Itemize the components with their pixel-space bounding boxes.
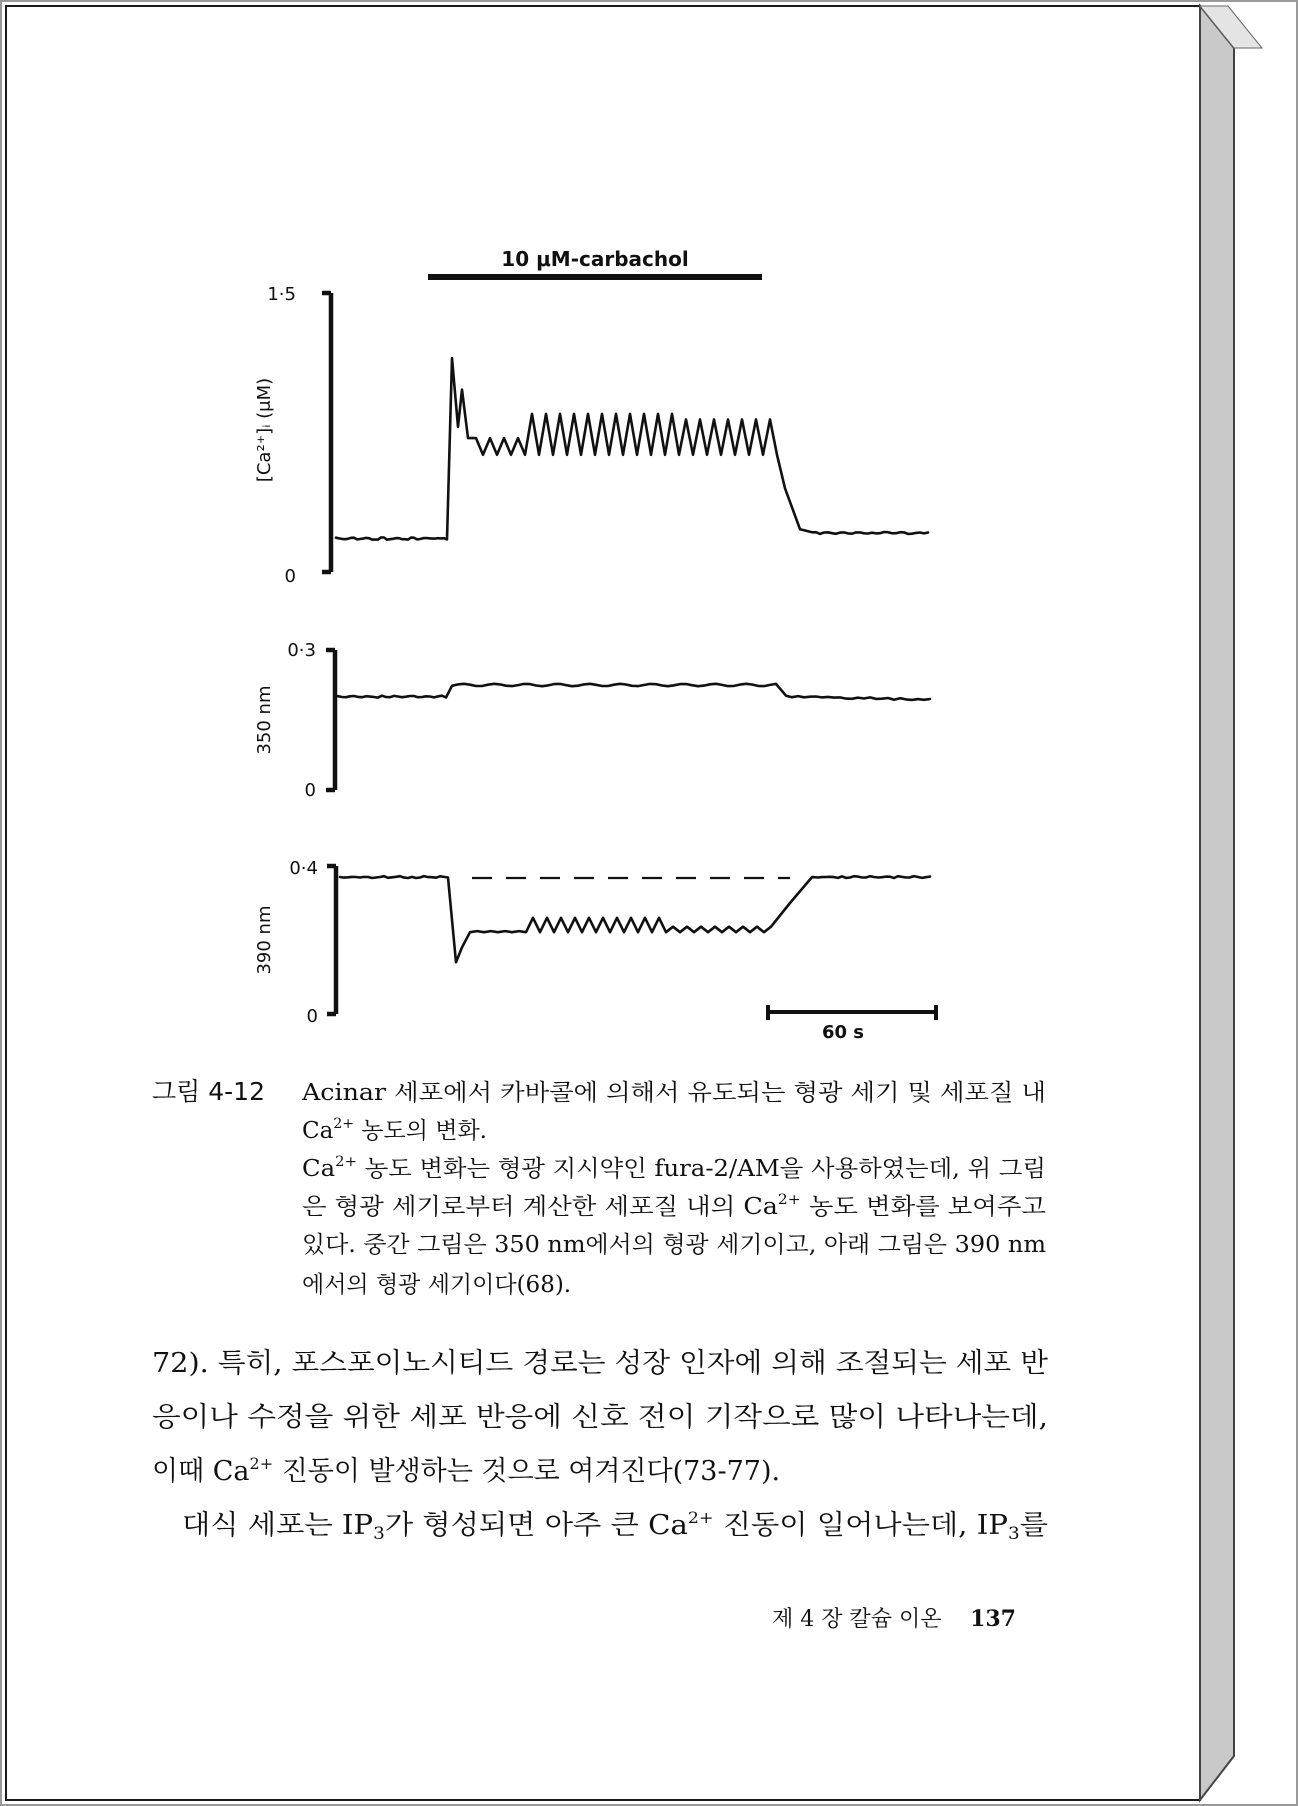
calcium-ytick-top: 1·5 [267, 284, 296, 305]
page-number: 137 [970, 1606, 1016, 1632]
350nm-ytick-bottom: 0 [304, 780, 316, 801]
body-line-2: 응이나 수정을 위한 세포 반응에 신호 전이 기작으로 많이 나타나는데, [152, 1402, 1048, 1433]
caption-line-6: 에서의 형광 세기이다(68). [302, 1272, 572, 1298]
footer-chapter: 제 4 장 칼슘 이온 [772, 1607, 942, 1632]
350nm-ytick-top: 0·3 [287, 640, 316, 661]
caption-line-4: 은 형광 세기로부터 계산한 세포질 내의 Ca $^{2+}$ 농도 변화를 보여주고 [302, 1192, 1023, 1220]
390nm-ylabel: 390 nm [254, 905, 275, 975]
caption-line-1: Acinar 세포에서 카바콜에 의해서 유도되는 형광 세기 및 세포질 내 [300, 1080, 1046, 1106]
stimulus-label: 10 μM-carbachol [501, 247, 689, 271]
body-line-1: 72). 특히, 포스포이노시티드 경로는 성장 인자에 의해 조절되는 세포 반 [152, 1348, 1048, 1379]
caption-line-2: $Ca^{2+}$ 농도의 변화. [302, 1116, 487, 1144]
book-spine-side [1200, 6, 1234, 1800]
caption-line-3: Ca $^{2+}$ 농도 변화는 형광 지시약인 fura-2/AM을 사용하였는데, 위 그림 [302, 1154, 1008, 1182]
caption-label: 그림 4-12 [152, 1077, 265, 1106]
body-line-3: 이때 $Ca^{2+}$ 진동이 발생하는 것으로 여겨진다(73-77). [152, 1454, 781, 1487]
body-line-4: 대식 세포는 IP 3가 형성되면 아주 큰 Ca $^{2+}$ 진동이 일어나는데, IP 3를 [182, 1508, 1046, 1544]
350nm-ylabel: 350 nm [254, 685, 275, 755]
390nm-ytick-top: 0·4 [289, 858, 318, 879]
caption-line-5: 있다. 중간 그림은 350 nm에서의 형광 세기이고, 아래 그림은 390 nm [302, 1232, 1047, 1258]
page-footer [772, 1606, 1016, 1632]
calcium-ytick-bottom: 0 [284, 566, 296, 587]
390nm-ytick-bottom: 0 [306, 1006, 318, 1027]
time-scale-label: 60 s [821, 1022, 865, 1043]
calcium-ylabel: [Ca²⁺]ᵢ (μM) [254, 377, 275, 483]
